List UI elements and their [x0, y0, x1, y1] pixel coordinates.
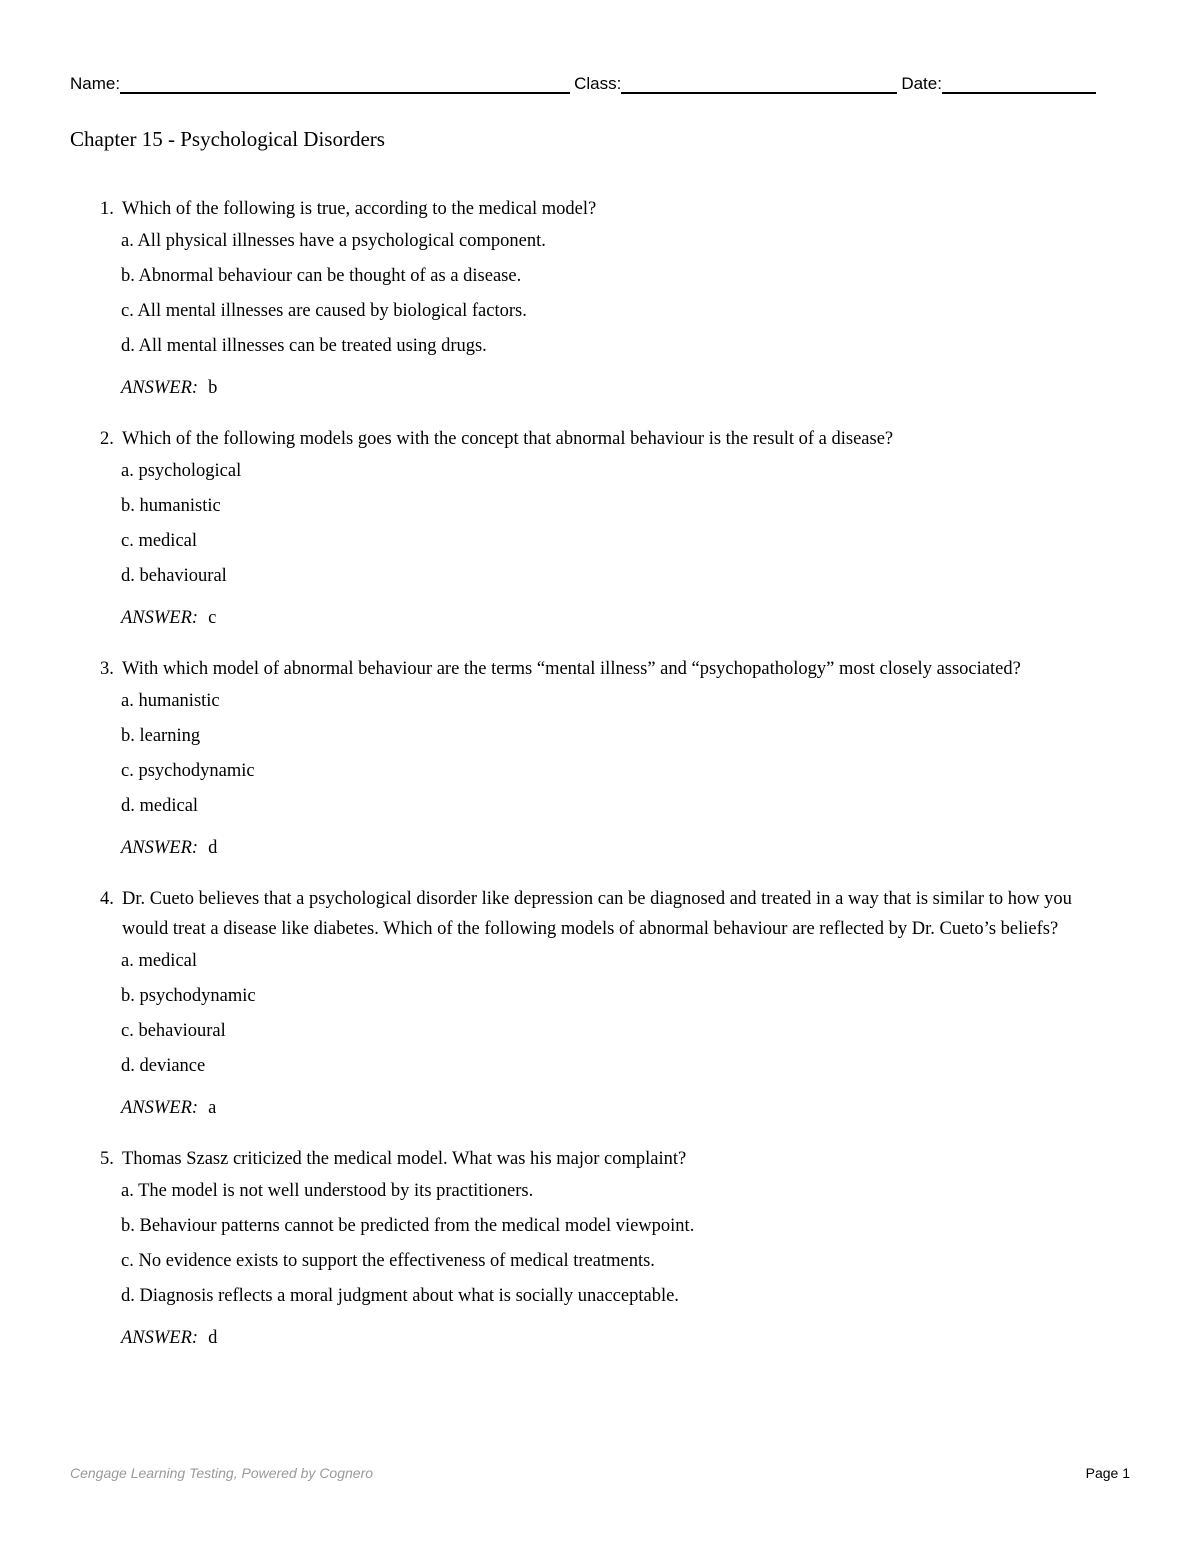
- answer-line: [0, 1094, 1200, 1122]
- option-a: a. psychological: [121, 461, 242, 481]
- question-1: [0, 194, 1200, 402]
- answer-label: ANSWER:: [121, 1098, 199, 1118]
- option-b: b. psychodynamic: [121, 986, 256, 1006]
- answer-value: d: [208, 838, 218, 858]
- answer-value: b: [208, 378, 218, 398]
- question-number: 1.: [100, 199, 114, 219]
- option-d: d. Diagnosis reflects a moral judgment about what is socially unacceptable.: [121, 1286, 679, 1306]
- question-number: 3.: [100, 659, 114, 679]
- option-c: c. No evidence exists to support the effectiveness of medical treatments.: [121, 1251, 655, 1271]
- option-b: b. Abnormal behaviour can be thought of as a disease.: [121, 266, 522, 286]
- name-field[interactable]: [120, 75, 570, 94]
- question-number: 2.: [100, 429, 114, 449]
- question-text: Which of the following models goes with the concept that abnormal behaviour is the result of a disease?: [122, 429, 894, 449]
- option-c: c. behavioural: [121, 1021, 226, 1041]
- question-text: Which of the following is true, according to the medical model?: [122, 199, 597, 219]
- question-3: [0, 654, 1200, 862]
- answer-label: ANSWER:: [121, 378, 199, 398]
- class-label: Class:: [574, 74, 622, 93]
- question-2: [0, 424, 1200, 632]
- question-text: Thomas Szasz criticized the medical model. What was his major complaint?: [122, 1149, 687, 1169]
- answer-value: c: [208, 608, 217, 628]
- question-4: [0, 884, 1200, 1122]
- option-a: a. All physical illnesses have a psychological component.: [121, 231, 546, 251]
- answer-line: [0, 1324, 1200, 1352]
- page-footer: [70, 1465, 1130, 1481]
- answer-value: a: [208, 1098, 217, 1118]
- date-field[interactable]: [942, 75, 1096, 94]
- option-d: d. All mental illnesses can be treated using drugs.: [121, 336, 487, 356]
- option-b: b. learning: [121, 726, 201, 746]
- option-d: d. medical: [121, 796, 199, 816]
- name-label: Name:: [70, 74, 121, 93]
- question-text: Dr. Cueto believes that a psychological disorder like depression can be diagnosed and treated in a way that is similar to how you would treat a disease like diabetes. Which of the following models of abnormal behaviour are reflected by Dr. Cueto’s beliefs?: [122, 889, 1072, 939]
- option-b: b. Behaviour patterns cannot be predicted from the medical model viewpoint.: [121, 1216, 695, 1236]
- answer-line: [0, 374, 1200, 402]
- option-c: c. All mental illnesses are caused by biological factors.: [121, 301, 527, 321]
- question-number: 5.: [100, 1149, 114, 1169]
- question-list: [0, 194, 1200, 1374]
- answer-line: [0, 834, 1200, 862]
- page-title: Chapter 15 - Psychological Disorders: [70, 127, 385, 151]
- answer-value: d: [208, 1328, 218, 1348]
- option-a: a. The model is not well understood by its practitioners.: [121, 1181, 534, 1201]
- answer-label: ANSWER:: [121, 1328, 199, 1348]
- option-d: d. behavioural: [121, 566, 227, 586]
- option-a: a. medical: [121, 951, 198, 971]
- option-c: c. psychodynamic: [121, 761, 255, 781]
- class-field[interactable]: [621, 75, 897, 94]
- answer-label: ANSWER:: [121, 608, 199, 628]
- question-5: [0, 1144, 1200, 1352]
- date-label: Date:: [901, 74, 942, 93]
- page-number: Page 1: [1085, 1465, 1130, 1481]
- answer-line: [0, 604, 1200, 632]
- option-a: a. humanistic: [121, 691, 220, 711]
- option-c: c. medical: [121, 531, 198, 551]
- student-info-header: [70, 74, 1130, 94]
- answer-label: ANSWER:: [121, 838, 199, 858]
- question-text: With which model of abnormal behaviour are the terms “mental illness” and “psychopathology” most closely associated?: [122, 659, 1021, 679]
- option-d: d. deviance: [121, 1056, 206, 1076]
- option-b: b. humanistic: [121, 496, 221, 516]
- question-number: 4.: [100, 889, 114, 909]
- footer-credit: Cengage Learning Testing, Powered by Cognero: [70, 1465, 374, 1481]
